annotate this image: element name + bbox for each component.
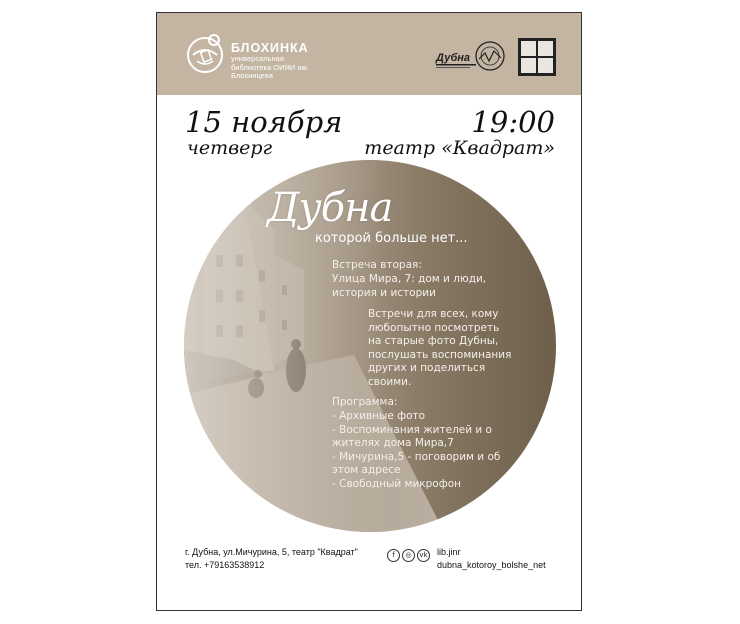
- window-pane: [521, 41, 536, 56]
- vk-icon[interactable]: vk: [417, 549, 430, 562]
- window-pane: [521, 58, 536, 73]
- window-pane: [538, 58, 553, 73]
- window-pane: [538, 41, 553, 56]
- footer-phone: тел. +79163538912: [185, 559, 265, 570]
- poster-header: [157, 13, 581, 95]
- dubna-city-logo-icon: [435, 37, 509, 77]
- program-item: - Воспоминания жителей и о жителях дома Мира,7: [332, 423, 492, 449]
- meeting-topic: Улица Мира, 7: дом и люди, история и истории: [332, 273, 487, 299]
- instagram-icon[interactable]: ◎: [402, 549, 415, 562]
- link-lib-jinr[interactable]: lib.jinr: [437, 547, 461, 557]
- title-main: Дубна: [267, 185, 393, 231]
- link-social-handle[interactable]: dubna_kotoroy_bolshe_net: [437, 559, 546, 570]
- event-weekday: четверг: [187, 137, 273, 159]
- program-list: [332, 410, 512, 491]
- facebook-icon[interactable]: f: [387, 549, 400, 562]
- event-time: 19:00: [471, 105, 555, 139]
- library-logo-icon: [183, 31, 229, 77]
- title-subtitle: которой больше нет...: [315, 231, 468, 246]
- library-name: БЛОХИНКА: [231, 41, 309, 55]
- event-poster: [156, 12, 582, 611]
- event-venue: театр «Квадрат»: [364, 137, 555, 159]
- window-logo-icon: [518, 38, 556, 76]
- program-item: - Мичурина,5 - поговорим и об этом адресе: [332, 450, 501, 476]
- meeting-description: Встречи для всех, кому любопытно посмотреть на старые фото Дубны, послушать воспоминания других и поделиться своими.: [368, 308, 512, 388]
- dubna-logo-text: Дубна: [436, 52, 471, 64]
- program-item: - Свободный микрофон: [332, 477, 461, 490]
- footer-contacts: [185, 546, 358, 571]
- footer-address: г. Дубна, ул.Мичурина, 5, театр "Квадрат": [185, 547, 358, 557]
- event-date: 15 ноября: [185, 105, 343, 139]
- social-icons: [387, 549, 430, 562]
- program-heading: Программа:: [332, 396, 398, 408]
- footer-links: [437, 546, 546, 571]
- meeting-heading: Встреча вторая:: [332, 259, 422, 271]
- program-item: - Архивные фото: [332, 410, 426, 422]
- library-subtitle: универсальная библиотека ОИЯИ им. Блохинцева: [231, 54, 309, 80]
